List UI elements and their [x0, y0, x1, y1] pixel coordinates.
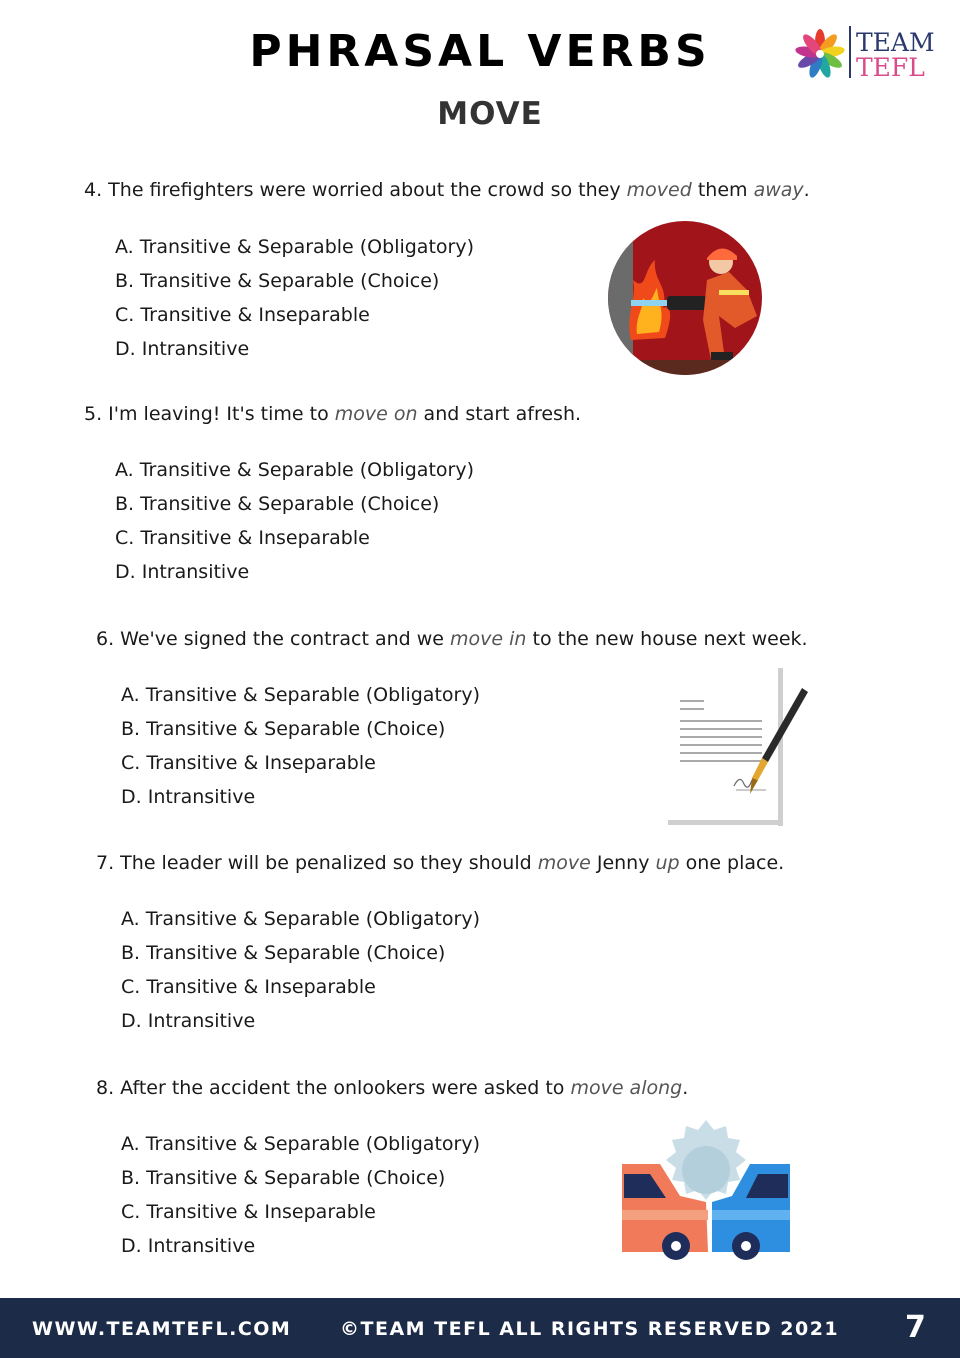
option-d[interactable]: D. Intransitive [121, 1235, 256, 1257]
page-number: 7 [905, 1310, 928, 1345]
option-a[interactable]: A. Transitive & Separable (Obligatory) [121, 908, 480, 930]
footer-copyright: ©TEAM TEFL ALL RIGHTS RESERVED 2021 [340, 1318, 840, 1340]
car-crash-icon [620, 1118, 792, 1266]
option-a[interactable]: A. Transitive & Separable (Obligatory) [115, 236, 474, 258]
question-6: 6. We've signed the contract and we move in to the new house next week. [96, 628, 808, 650]
footer-website-link[interactable]: WWW.TEAMTEFL.COM [32, 1318, 292, 1340]
question-4: 4. The firefighters were worried about the crowd so they moved them away. [84, 179, 810, 201]
flower-logo-icon [792, 26, 848, 82]
option-d[interactable]: D. Intransitive [115, 561, 250, 583]
option-b[interactable]: B. Transitive & Separable (Choice) [121, 942, 446, 964]
option-d[interactable]: D. Intransitive [115, 338, 250, 360]
option-d[interactable]: D. Intransitive [121, 786, 256, 808]
option-b[interactable]: B. Transitive & Separable (Choice) [115, 270, 440, 292]
option-c[interactable]: C. Transitive & Inseparable [121, 752, 376, 774]
question-7-options [121, 907, 480, 1043]
page-subtitle: MOVE [437, 96, 543, 132]
option-b[interactable]: B. Transitive & Separable (Choice) [121, 1167, 446, 1189]
option-b[interactable]: B. Transitive & Separable (Choice) [115, 493, 440, 515]
page-title: PHRASAL VERBS [249, 26, 711, 77]
team-tefl-logo [792, 24, 937, 84]
logo-tefl-text: TEFL [856, 53, 925, 82]
question-5-options [115, 458, 474, 594]
question-6-options [121, 683, 480, 819]
option-b[interactable]: B. Transitive & Separable (Choice) [121, 718, 446, 740]
question-5: 5. I'm leaving! It's time to move on and start afresh. [84, 403, 582, 425]
question-8: 8. After the accident the onlookers were asked to move along. [96, 1077, 689, 1099]
logo-team-text: TEAM [856, 28, 935, 57]
option-a[interactable]: A. Transitive & Separable (Obligatory) [121, 684, 480, 706]
option-c[interactable]: C. Transitive & Inseparable [115, 527, 370, 549]
question-8-options [121, 1132, 480, 1268]
question-7: 7. The leader will be penalized so they should move Jenny up one place. [96, 852, 785, 874]
option-c[interactable]: C. Transitive & Inseparable [121, 976, 376, 998]
option-c[interactable]: C. Transitive & Inseparable [121, 1201, 376, 1223]
question-4-options [115, 235, 474, 371]
option-c[interactable]: C. Transitive & Inseparable [115, 304, 370, 326]
logo-divider [849, 26, 851, 78]
page-footer [0, 1298, 960, 1358]
option-a[interactable]: A. Transitive & Separable (Obligatory) [115, 459, 474, 481]
firefighter-icon [607, 220, 763, 376]
option-a[interactable]: A. Transitive & Separable (Obligatory) [121, 1133, 480, 1155]
option-d[interactable]: D. Intransitive [121, 1010, 256, 1032]
contract-pen-icon [666, 668, 811, 830]
